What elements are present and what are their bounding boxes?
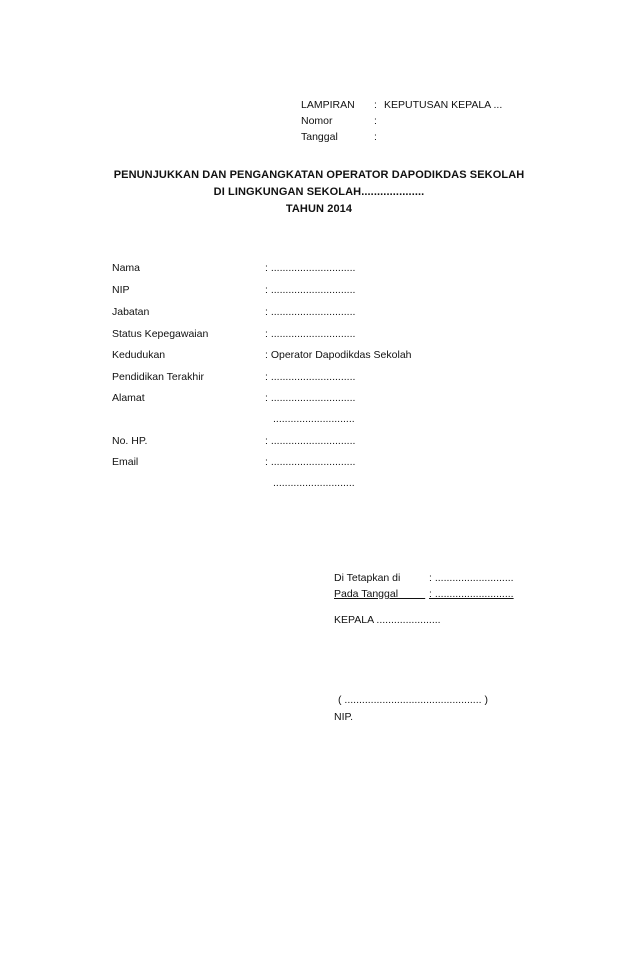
field-label-status-kepegawaian: Status Kepegawaian <box>112 328 209 340</box>
field-value-jabatan: : ............................. <box>265 306 356 318</box>
field-label-email: Email <box>112 456 139 468</box>
field-value-alamat-line-2: ............................ <box>273 413 355 425</box>
field-label-nip: NIP <box>112 284 130 296</box>
pada-tanggal-underline-gap <box>396 588 429 600</box>
field-value-kedudukan: : Operator Dapodikdas Sekolah <box>265 349 412 361</box>
field-label-jabatan: Jabatan <box>112 306 150 318</box>
field-value-email-line-2: ............................ <box>273 477 355 489</box>
lampiran-colon: : <box>374 99 377 111</box>
signatory-name-line: ( ............................................... ) <box>338 694 488 706</box>
nomor-label: Nomor <box>301 115 333 127</box>
field-value-nama: : ............................. <box>265 262 356 274</box>
field-value-nip: : ............................. <box>265 284 356 296</box>
field-label-kedudukan: Kedudukan <box>112 349 166 361</box>
field-value-alamat: : ............................. <box>265 392 356 404</box>
kepala-line: KEPALA ...................... <box>334 614 441 626</box>
pada-tanggal-label: Pada Tanggal <box>334 588 399 600</box>
signatory-nip: NIP. <box>334 711 354 723</box>
pada-tanggal-value: : ........................... <box>429 588 514 600</box>
field-value-status-kepegawaian: : ............................. <box>265 328 356 340</box>
field-label-nama: Nama <box>112 262 141 274</box>
field-label-pendidikan-terakhir: Pendidikan Terakhir <box>112 371 205 383</box>
field-value-pendidikan-terakhir: : ............................. <box>265 371 356 383</box>
title-line-2: DI LINGKUNGAN SEKOLAH.................... <box>213 186 425 198</box>
tanggal-colon: : <box>374 131 377 143</box>
field-label-alamat: Alamat <box>112 392 145 404</box>
lampiran-label: LAMPIRAN <box>301 99 355 111</box>
ditetapkan-di-value: : ........................... <box>429 572 514 584</box>
nomor-colon: : <box>374 115 377 127</box>
tanggal-label: Tanggal <box>301 131 338 143</box>
field-value-no-hp: : ............................. <box>265 435 356 447</box>
ditetapkan-di-label: Di Tetapkan di <box>334 572 401 584</box>
field-value-email: : ............................. <box>265 456 356 468</box>
field-label-no-hp: No. HP. <box>112 435 148 447</box>
title-line-1: PENUNJUKKAN DAN PENGANGKATAN OPERATOR DAPODIKDAS SEKOLAH <box>113 169 525 181</box>
lampiran-value: KEPUTUSAN KEPALA ... <box>384 99 503 111</box>
title-line-3: TAHUN 2014 <box>285 203 353 215</box>
